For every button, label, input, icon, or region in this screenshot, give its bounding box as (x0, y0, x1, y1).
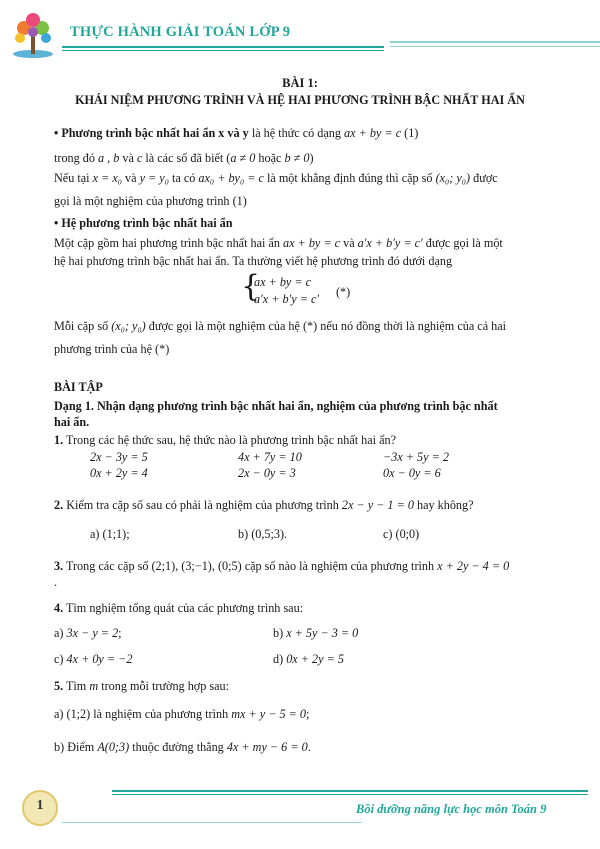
topic-1-heading-line2: hai ẩn. (54, 415, 90, 429)
q4-item-b: b) x + 5y − 3 = 0 (273, 626, 359, 640)
system-definition-line2: hệ hai phương trình bậc nhất hai ẩn. Ta thường viết hệ phương trình đó dưới dạng (54, 254, 453, 268)
lesson-title: KHÁI NIỆM PHƯƠNG TRÌNH VÀ HỆ HAI PHƯƠNG TRÌNH BẬC NHẤT HAI ẨN (75, 93, 525, 107)
footer-rule-thin (112, 794, 588, 795)
definition-1: • Phương trình bậc nhất hai ẩn x và y là hệ thức có dạng ax + by = c (1) (54, 126, 419, 140)
header-rule-thin (62, 50, 384, 51)
lesson-number: BÀI 1: (282, 76, 318, 90)
q1-item: 0x + 2y = 4 (90, 466, 148, 480)
header-rule (62, 46, 384, 48)
question-1: 1. Trong các hệ thức sau, hệ thức nào là phương trình bậc nhất hai ẩn? (54, 433, 397, 447)
question-3: 3. Trong các cặp số (2;1), (3;−1), (0;5) cặp số nào là nghiệm của phương trình x + 2y − 4 = 0 (54, 559, 510, 573)
footer-text: Bồi dưỡng năng lực học môn Toán 9 (356, 802, 547, 816)
header-rule-right-thin (390, 46, 600, 47)
header-title: THỰC HÀNH GIẢI TOÁN LỚP 9 (70, 24, 291, 40)
q1-item: 2x − 3y = 5 (90, 450, 148, 464)
header-rule-right (390, 41, 600, 43)
q1-item: 2x − 0y = 3 (238, 466, 296, 480)
system-equation-1: ax + by = c (254, 275, 312, 289)
solution-definition: Nếu tại x = x₀ và y = y₀ ta có ax₀ + by₀ = c là một khẳng định đúng thì cặp số (x₀; y₀) được (54, 171, 498, 185)
question-3-period: . (54, 575, 58, 589)
definition-1-condition: trong đó a , b và c là các số đã biết (a ≠ 0 hoặc b ≠ 0) (54, 151, 314, 165)
q5-item-b: b) Điểm A(0;3) thuộc đường thẳng 4x + my − 6 = 0. (54, 740, 311, 754)
q1-item: −3x + 5y = 2 (383, 450, 449, 464)
solution-definition-line2: gọi là một nghiệm của phương trình (1) (54, 194, 247, 208)
q4-item-d: d) 0x + 2y = 5 (273, 652, 344, 666)
topic-1-heading: Dạng 1. Nhận dạng phương trình bậc nhất hai ẩn, nghiệm của phương trình bậc nhất (54, 399, 498, 413)
question-4: 4. Tìm nghiệm tổng quát của các phương trình sau: (54, 601, 304, 615)
q4-item-a: a) 3x − y = 2; (54, 626, 122, 640)
q2-option-a: a) (1;1); (90, 527, 130, 541)
exercises-heading: BÀI TẬP (54, 380, 103, 394)
q2-option-b: b) (0,5;3). (238, 527, 288, 541)
q2-option-c: c) (0;0) (383, 527, 420, 541)
definition-2-term: • Hệ phương trình bậc nhất hai ẩn (54, 216, 233, 230)
system-definition: Một cặp gồm hai phương trình bậc nhất hai ẩn ax + by = c và a′x + b′y = c′ được gọi là một (54, 236, 503, 250)
question-5: 5. Tìm m trong mỗi trường hợp sau: (54, 679, 230, 693)
q1-item: 4x + 7y = 10 (238, 450, 302, 464)
system-solution-definition: Mỗi cặp số (x₀; y₀) được gọi là một nghiệm của hệ (*) nếu nó đồng thời là nghiệm của cả hai (54, 319, 507, 333)
q4-item-c: c) 4x + 0y = −2 (54, 652, 133, 666)
q1-item: 0x − 0y = 6 (383, 466, 441, 480)
system-brace: { (241, 269, 261, 304)
system-solution-line2: phương trình của hệ (*) (54, 342, 170, 356)
q5-item-a: a) (1;2) là nghiệm của phương trình mx + y − 5 = 0; (54, 707, 310, 721)
page-number: 1 (36, 798, 44, 813)
question-2: 2. Kiểm tra cặp số sau có phải là nghiệm của phương trình 2x − y − 1 = 0 hay không? (54, 498, 474, 512)
footer-rule-bottom (62, 822, 362, 823)
logo-tree-icon (8, 10, 58, 60)
footer-rule (112, 790, 588, 792)
system-tag: (*) (336, 285, 351, 299)
definition-1-term: • Phương trình bậc nhất hai ẩn x và y (54, 126, 249, 140)
system-equation-2: a′x + b′y = c′ (254, 292, 320, 306)
